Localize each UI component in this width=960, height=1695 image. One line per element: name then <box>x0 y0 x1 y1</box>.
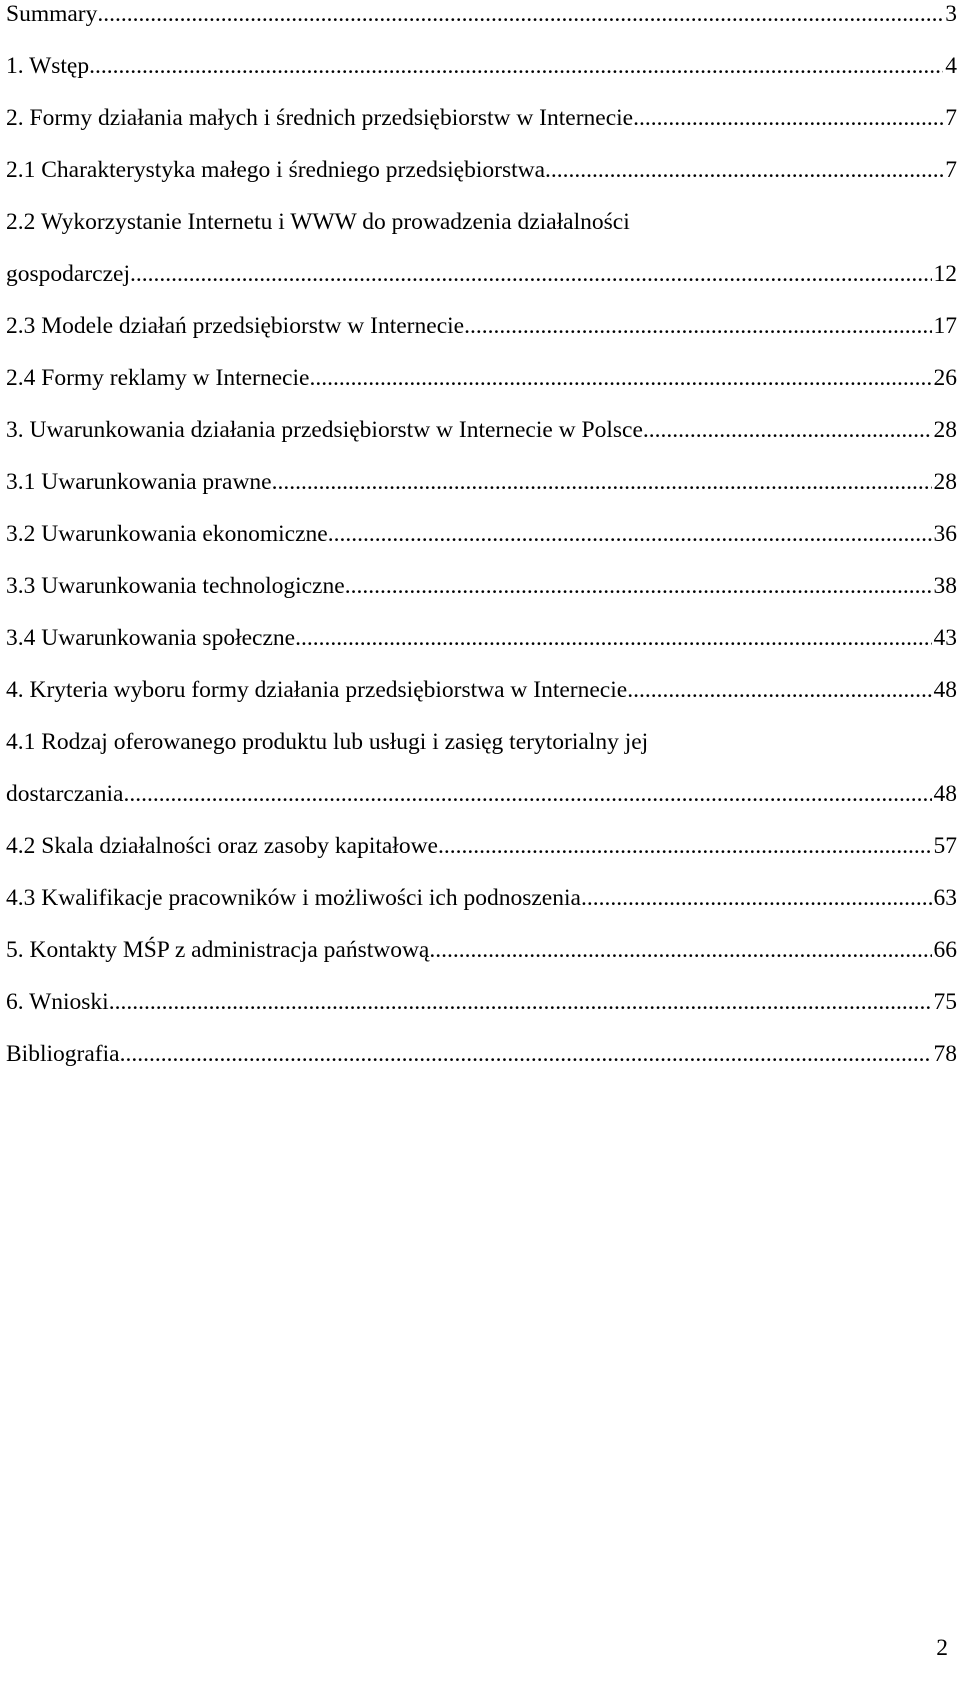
dot-leader <box>295 624 931 652</box>
dot-leader <box>633 104 943 132</box>
dot-leader <box>272 468 932 496</box>
toc-line <box>6 520 957 572</box>
toc-entry-title: 4.2 Skala działalności oraz zasoby kapitałowe <box>6 833 438 859</box>
dot-leader <box>89 52 943 80</box>
toc-entry-page: 63 <box>933 885 957 911</box>
toc-line <box>6 676 957 728</box>
toc-entry-4-2[interactable] <box>6 832 957 860</box>
toc-entry-bibliography[interactable] <box>6 1040 957 1068</box>
toc-entry-title: Bibliografia <box>6 1041 120 1067</box>
toc-entry-title: 3. Uwarunkowania działania przedsiębiorstw w Internecie w Polsce <box>6 417 643 443</box>
toc-entry-title: gospodarczej <box>6 261 130 287</box>
dot-leader <box>120 1040 932 1068</box>
toc-entry-page: 3 <box>945 1 957 27</box>
toc-entry-title: 5. Kontakty MŚP z administracja państwową <box>6 937 430 963</box>
dot-leader <box>545 156 943 184</box>
toc-line <box>6 260 957 312</box>
toc-line <box>6 364 957 416</box>
toc-line <box>6 624 957 676</box>
toc-entry-3-1[interactable] <box>6 468 957 496</box>
dot-leader <box>123 780 931 808</box>
toc-entry-2-3[interactable] <box>6 312 957 340</box>
toc-entry-title: dostarczania <box>6 781 124 807</box>
toc-line <box>6 728 957 780</box>
dot-leader <box>627 676 931 704</box>
toc-entry-2-1[interactable] <box>6 156 957 184</box>
toc-entry-page: 48 <box>933 781 957 807</box>
toc-entry-4-3[interactable] <box>6 884 957 912</box>
toc-entry-2-4[interactable] <box>6 364 957 392</box>
toc-entry-page: 4 <box>945 53 957 79</box>
toc-entry-title: 3.2 Uwarunkowania ekonomiczne <box>6 521 328 547</box>
toc-line <box>6 884 957 936</box>
toc-entry-4-1-first-line[interactable] <box>6 728 957 756</box>
toc-entry-title: 2.2 Wykorzystanie Internetu i WWW do prowadzenia działalności <box>6 209 630 235</box>
toc-entry-5[interactable] <box>6 936 957 964</box>
toc-entry-page: 28 <box>933 417 957 443</box>
toc-entry-page: 78 <box>933 1041 957 1067</box>
toc-line <box>6 936 957 988</box>
toc-entry-page: 48 <box>933 677 957 703</box>
toc-entry-page: 26 <box>933 365 957 391</box>
toc-line <box>6 780 957 832</box>
toc-entry-title: 4.1 Rodzaj oferowanego produktu lub usługi i zasięg terytorialny jej <box>6 729 649 755</box>
toc-entry-2[interactable] <box>6 104 957 132</box>
dot-leader <box>438 832 932 860</box>
toc-entry-page: 75 <box>933 989 957 1015</box>
toc-entry-6[interactable] <box>6 988 957 1016</box>
toc-entry-3[interactable] <box>6 416 957 444</box>
toc-line <box>6 416 957 468</box>
toc-entry-page: 7 <box>945 105 957 131</box>
toc-entry-page: 66 <box>933 937 957 963</box>
toc-entry-title: 3.1 Uwarunkowania prawne <box>6 469 272 495</box>
toc-entry-3-4[interactable] <box>6 624 957 652</box>
dot-leader <box>309 364 931 392</box>
toc-entry-title: 4. Kryteria wyboru formy działania przedsiębiorstwa w Internecie <box>6 677 628 703</box>
toc-entry-3-3[interactable] <box>6 572 957 600</box>
toc-entry-3-2[interactable] <box>6 520 957 548</box>
dot-leader <box>429 936 931 964</box>
toc-entry-page: 36 <box>933 521 957 547</box>
toc-line <box>6 312 957 364</box>
dot-leader <box>109 988 932 1016</box>
toc-line <box>6 572 957 624</box>
toc-entry-title: 3.3 Uwarunkowania technologiczne <box>6 573 345 599</box>
toc-line <box>6 468 957 520</box>
toc-entry-title: 6. Wnioski <box>6 989 109 1015</box>
toc-entry-page: 38 <box>933 573 957 599</box>
toc-entry-2-2-second-line[interactable] <box>6 260 957 288</box>
toc-line <box>6 104 957 156</box>
page-number: 2 <box>936 1635 948 1661</box>
toc-entry-title: 3.4 Uwarunkowania społeczne <box>6 625 296 651</box>
toc-entry-title: Summary <box>6 1 98 27</box>
dot-leader <box>328 520 932 548</box>
table-of-contents <box>6 0 957 1092</box>
toc-line <box>6 0 957 52</box>
toc-line <box>6 52 957 104</box>
toc-entry-page: 7 <box>945 157 957 183</box>
toc-entry-title: 2.1 Charakterystyka małego i średniego przedsiębiorstwa <box>6 157 546 183</box>
toc-entry-page: 12 <box>933 261 957 287</box>
toc-entry-title: 1. Wstęp <box>6 53 90 79</box>
dot-leader <box>643 416 932 444</box>
toc-entry-1[interactable] <box>6 52 957 80</box>
dot-leader <box>130 260 932 288</box>
toc-line <box>6 988 957 1040</box>
toc-entry-page: 17 <box>933 313 957 339</box>
toc-entry-summary[interactable] <box>6 0 957 28</box>
dot-leader <box>345 572 932 600</box>
toc-entry-title: 4.3 Kwalifikacje pracowników i możliwości ich podnoszenia <box>6 885 581 911</box>
toc-entry-title: 2. Formy działania małych i średnich przedsiębiorstw w Internecie <box>6 105 634 131</box>
toc-entry-2-2-first-line[interactable] <box>6 208 957 236</box>
toc-line <box>6 156 957 208</box>
toc-entry-title: 2.4 Formy reklamy w Internecie <box>6 365 310 391</box>
toc-line <box>6 1040 957 1092</box>
toc-entry-4-1-second-line[interactable] <box>6 780 957 808</box>
toc-entry-page: 43 <box>933 625 957 651</box>
toc-entry-page: 57 <box>933 833 957 859</box>
dot-leader <box>464 312 931 340</box>
toc-line <box>6 832 957 884</box>
toc-entry-title: 2.3 Modele działań przedsiębiorstw w Internecie <box>6 313 465 339</box>
dot-leader <box>97 0 943 28</box>
toc-entry-page: 28 <box>933 469 957 495</box>
toc-line <box>6 208 957 260</box>
dot-leader <box>581 884 932 912</box>
toc-entry-4[interactable] <box>6 676 957 704</box>
